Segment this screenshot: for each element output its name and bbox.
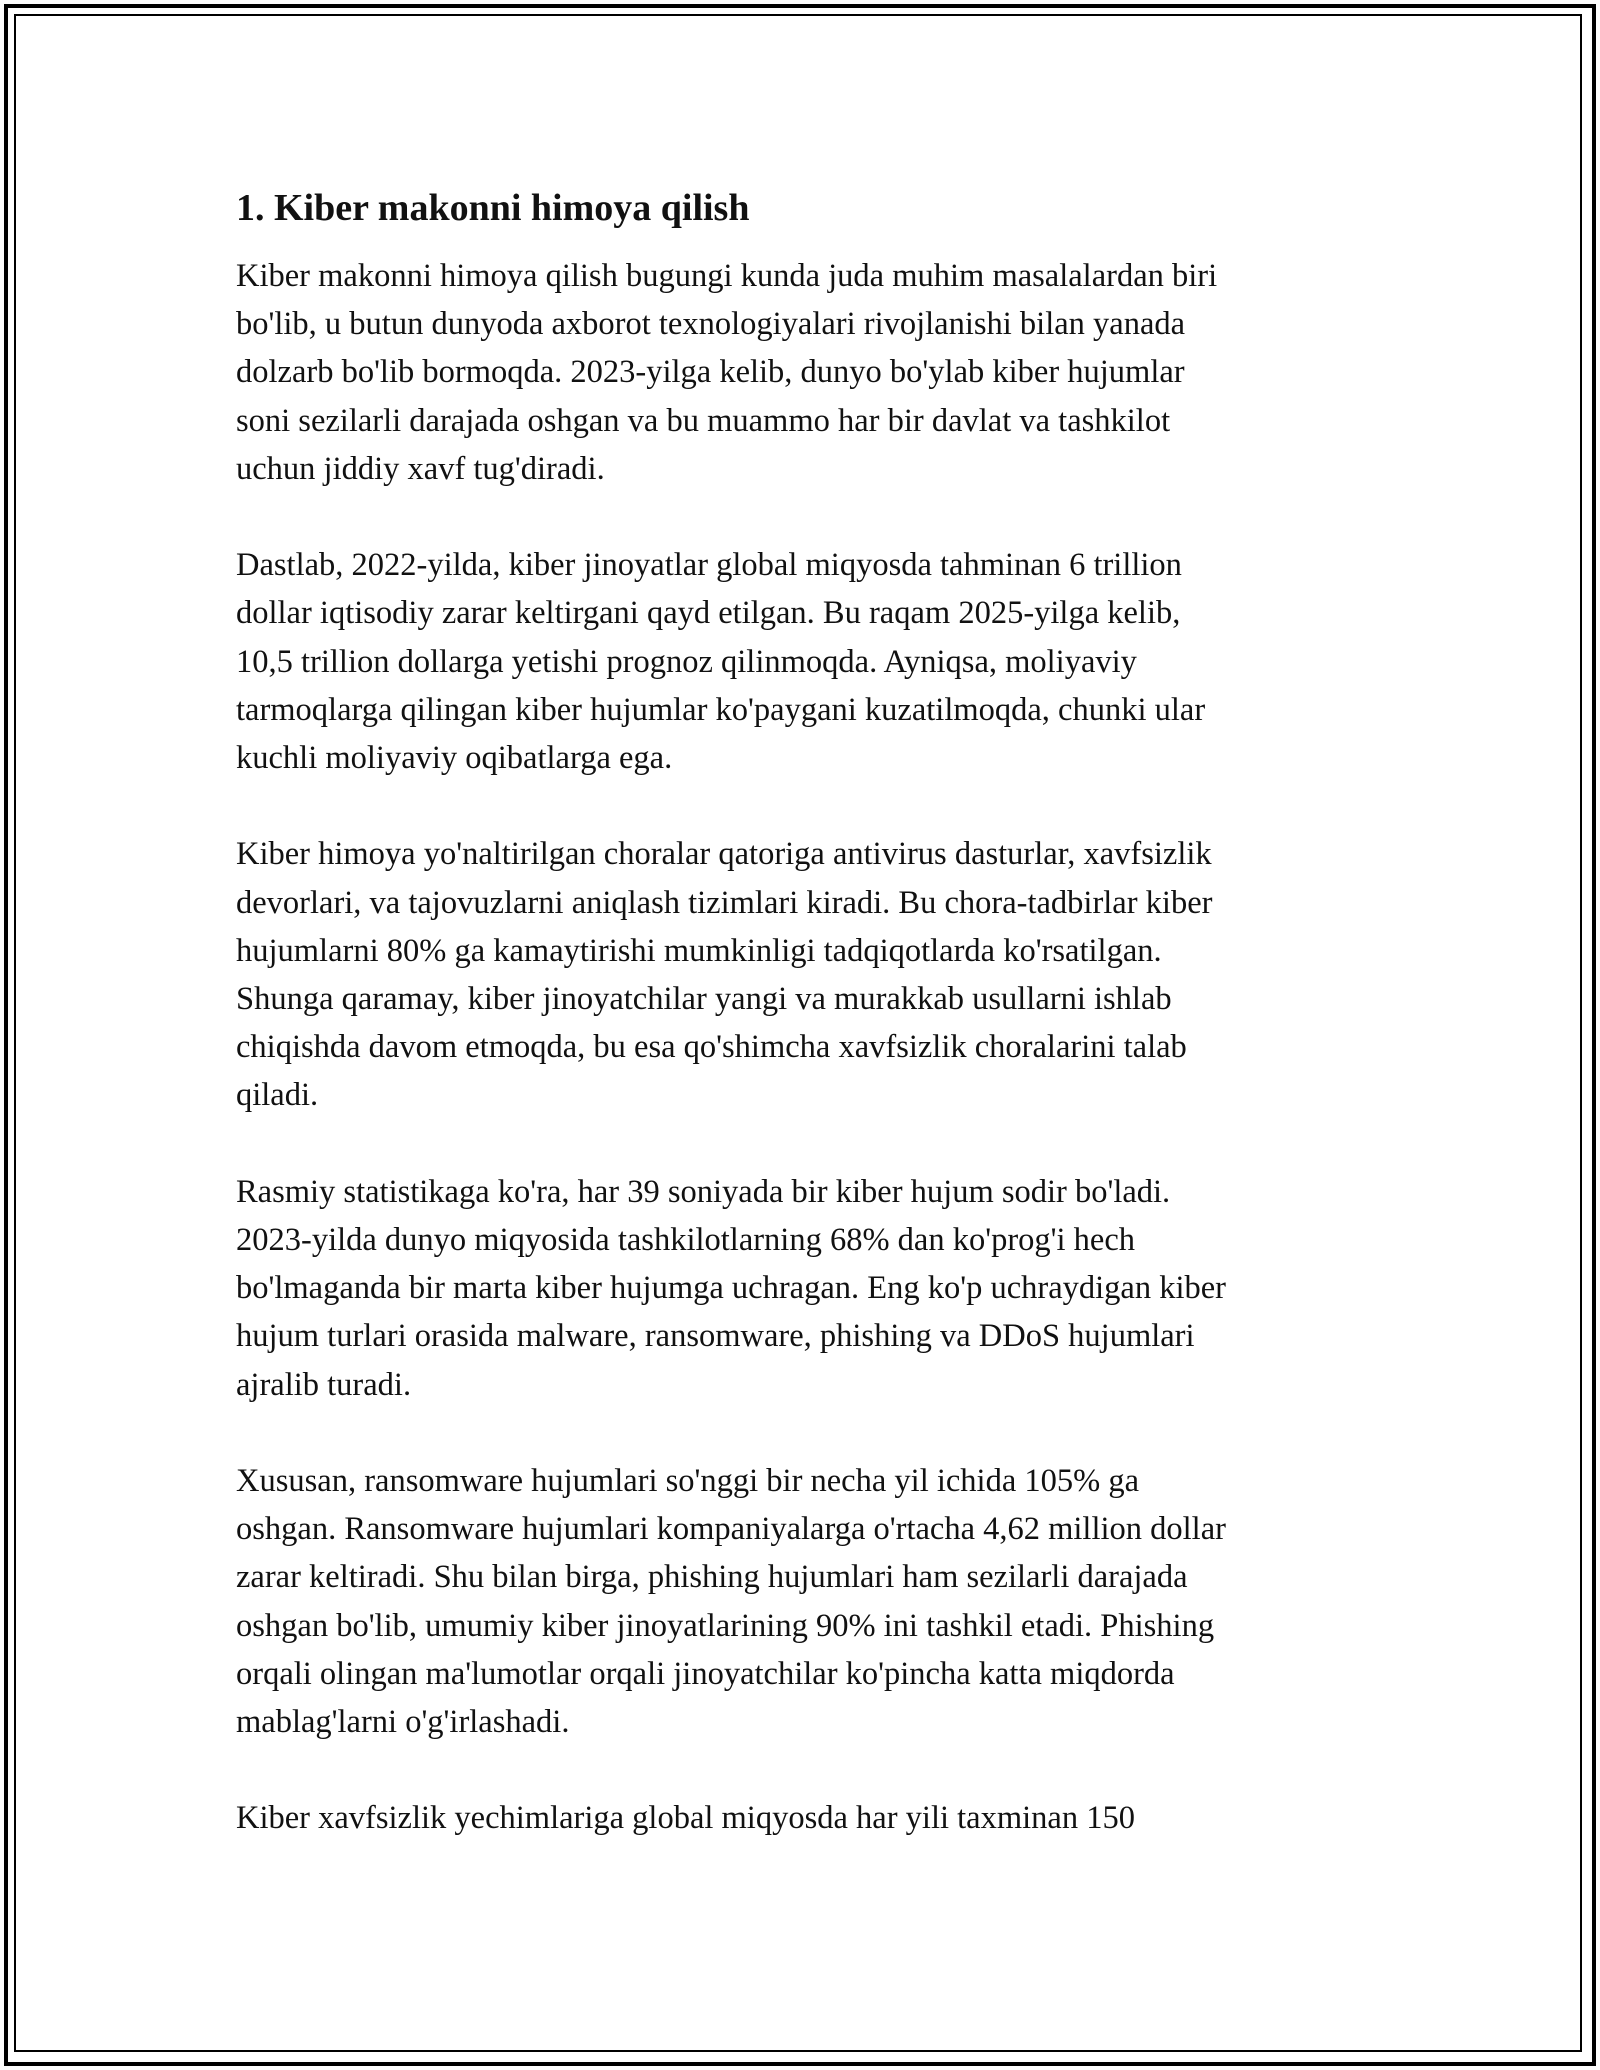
paragraph-line: hujum turlari orasida malware, ransomware, phishing va DDoS hujumlari [236, 1318, 1195, 1355]
document-body [236, 184, 1366, 1891]
paragraph-list [236, 252, 1366, 1843]
paragraph-line: devorlari, va tajovuzlarni aniqlash tizimlari kiradi. Bu chora-tadbirlar kiber [236, 884, 1213, 921]
paragraph-line: tarmoqlarga qilingan kiber hujumlar ko'paygani kuzatilmoqda, chunki ular [236, 691, 1206, 728]
paragraph-line: 2023-yilda dunyo miqyosida tashkilotlarning 68% dan ko'prog'i hech [236, 1222, 1136, 1259]
paragraph-line: oshgan. Ransomware hujumlari kompaniyalarga o'rtacha 4,62 million dollar [236, 1511, 1226, 1548]
paragraph-line: Shunga qaramay, kiber jinoyatchilar yangi va murakkab usullarni ishlab [236, 981, 1172, 1018]
section-heading: 1. Kiber makonni himoya qilish [236, 187, 750, 229]
paragraph-line: bo'lmaganda bir marta kiber hujumga uchragan. Eng ko'p uchraydigan kiber [236, 1270, 1226, 1307]
paragraph-line: orqali olingan ma'lumotlar orqali jinoyatchilar ko'pincha katta miqdorda [236, 1655, 1175, 1692]
paragraph-line: Kiber himoya yo'naltirilgan choralar qatoriga antivirus dasturlar, xavfsizlik [236, 836, 1212, 873]
paragraph-line: Xususan, ransomware hujumlari so'nggi bir necha yil ichida 105% ga [236, 1463, 1140, 1500]
paragraph-line: Dastlab, 2022-yilda, kiber jinoyatlar global miqyosda tahminan 6 trillion [236, 547, 1182, 584]
paragraph-line: soni sezilarli darajada oshgan va bu muammo har bir davlat va tashkilot [236, 402, 1171, 439]
paragraph-line: hujumlarni 80% ga kamaytirishi mumkinligi tadqiqotlarda ko'rsatilgan. [236, 932, 1162, 969]
paragraph-line: bo'lib, u butun dunyoda axborot texnologiyalari rivojlanishi bilan yanada [236, 306, 1186, 343]
paragraph-3 [236, 830, 1366, 1119]
paragraph-1 [236, 252, 1366, 493]
paragraph-line: ajralib turadi. [236, 1366, 412, 1403]
paragraph-line: Kiber makonni himoya qilish bugungi kunda juda muhim masalalardan biri [236, 258, 1218, 294]
paragraph-line: chiqishda davom etmoqda, bu esa qo'shimcha xavfsizlik choralarini talab [236, 1029, 1187, 1066]
paragraph-line: 10,5 trillion dollarga yetishi prognoz qilinmoqda. Ayniqsa, moliyaviy [236, 643, 1137, 680]
paragraph-line: mablag'larni o'g'irlashadi. [236, 1704, 570, 1741]
paragraph-line: oshgan bo'lib, umumiy kiber jinoyatlarining 90% ini tashkil etadi. Phishing [236, 1607, 1215, 1644]
paragraph-line: dolzarb bo'lib bormoqda. 2023-yilga kelib, dunyo bo'ylab kiber hujumlar [236, 354, 1185, 391]
paragraph-line: dollar iqtisodiy zarar keltirgani qayd etilgan. Bu raqam 2025-yilga kelib, [236, 595, 1181, 632]
paragraph-line: Kiber xavfsizlik yechimlariga global miqyosda har yili taxminan 150 [236, 1800, 1135, 1837]
paragraph-line: kuchli moliyaviy oqibatlarga ega. [236, 740, 673, 777]
paragraph-4 [236, 1168, 1366, 1409]
paragraph-line: uchun jiddiy xavf tug'diradi. [236, 450, 605, 487]
paragraph-line: Rasmiy statistikaga ko'ra, har 39 soniyada bir kiber hujum sodir bo'ladi. [236, 1173, 1171, 1210]
paragraph-2 [236, 541, 1366, 782]
paragraph-line: qiladi. [236, 1077, 319, 1114]
paragraph-6 [236, 1794, 1366, 1842]
paragraph-line: zarar keltiradi. Shu bilan birga, phishing hujumlari ham sezilarli darajada [236, 1559, 1188, 1596]
paragraph-5 [236, 1457, 1366, 1746]
